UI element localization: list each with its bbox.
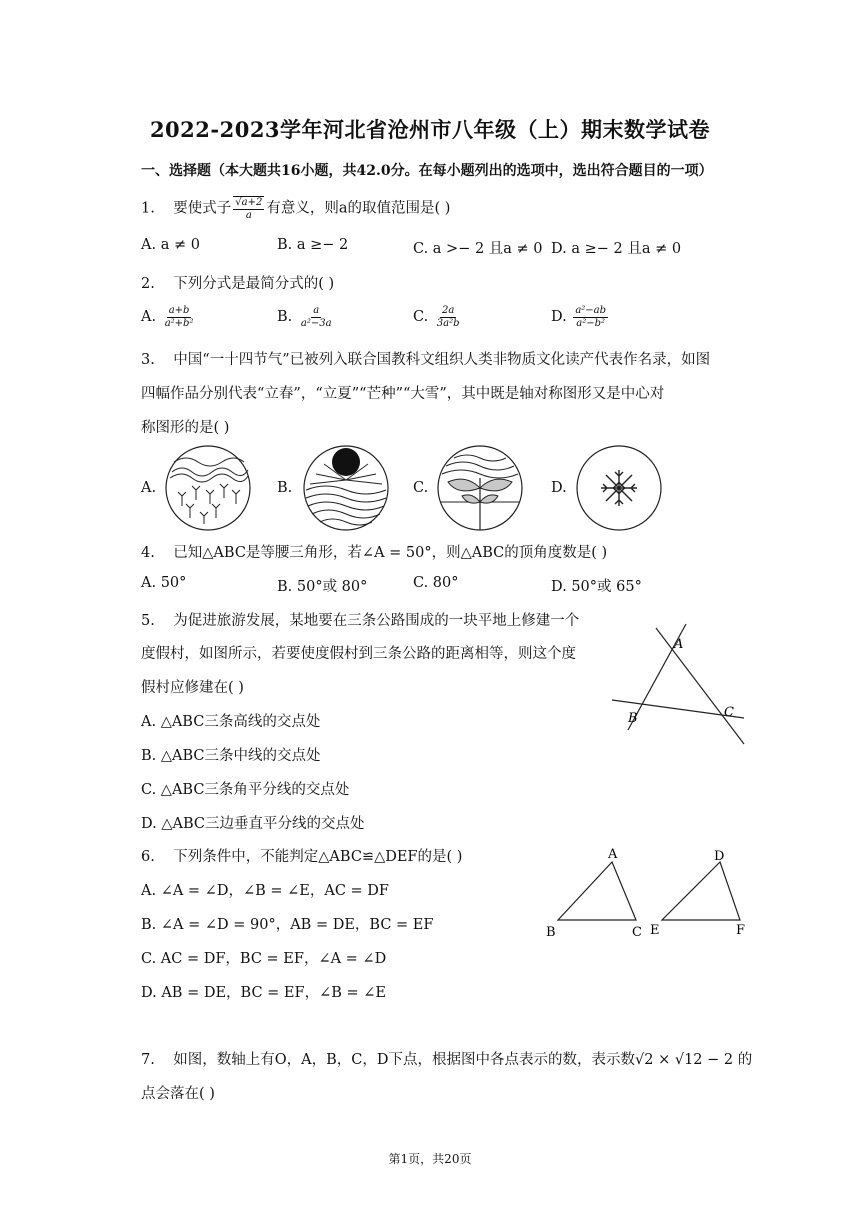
triangles-figure (540, 842, 760, 942)
option-a: A. 50° (141, 575, 187, 591)
vertex-f-label: F (736, 923, 746, 938)
option-a: A. a ≠ 0 (141, 237, 200, 253)
question-text: 中国“一十四节气”已被列入联合国教科文组织人类非物质文化读产代表作名录，如图 (173, 352, 711, 368)
vertex-c-label: C (632, 925, 642, 940)
option-b: B. △ABC三条中线的交点处 (141, 748, 321, 764)
option-d: D. $\frac{\text{a²−ab}}{\text{a²−b²}}$ (551, 305, 607, 329)
mangzhong-figure (436, 444, 524, 532)
question-4 (141, 541, 607, 562)
question-text: 假村应修建在( ) (141, 680, 244, 696)
question-5 (141, 609, 579, 630)
question-number: 3. (141, 352, 155, 368)
option-a: A. $\frac{a+b}{\text{a²+b²}}$ (141, 305, 194, 329)
section-heading: 一、选择题（本大题共16小题，共42.0分。在每小题列出的选项中，选出符合题目的一项） (141, 163, 713, 179)
option-d: D. △ABC三边垂直平分线的交点处 (141, 816, 365, 832)
lichun-figure (164, 444, 252, 532)
question-number: 2. (141, 276, 155, 292)
roads-figure (608, 620, 748, 750)
question-1 (141, 196, 450, 221)
option-c: C. △ABC三条角平分线的交点处 (141, 782, 350, 798)
fraction: $\frac{√a+2}{a}$ (235, 197, 263, 221)
question-text: 如图，数轴上有O，A，B，C，D下点，根据图中各点表示的数，表示数√2 × √12 − 2 的 (173, 1052, 753, 1068)
question-text: 要使式子 (173, 200, 232, 217)
vertex-e-label: E (650, 923, 660, 938)
question-text: 下列分式是最简分式的( ) (173, 276, 335, 292)
option-c: C. $\frac{2a}{\text{3a²b}}$ (413, 305, 460, 329)
question-text: 已知△ABC是等腰三角形，若∠A = 50°，则△ABC的顶角度数是( ) (173, 545, 608, 561)
option-d-label: D. (551, 480, 567, 496)
option-a-label: A. (141, 480, 157, 496)
question-number: 7. (141, 1052, 155, 1068)
page-title: 2022-2023学年河北省沧州市八年级（上）期末数学试卷 (149, 117, 711, 142)
question-number: 1. (141, 200, 155, 217)
option-d: D. 50°或 65° (551, 579, 642, 595)
option-b: B. ∠A = ∠D = 90°，AB = DE，BC = EF (141, 917, 434, 933)
daxue-figure (575, 444, 663, 532)
question-number: 6. (141, 849, 155, 865)
option-b-label: B. (277, 480, 293, 496)
fraction: $\frac{\text{a²−ab}}{\text{a²−b²}}$ (575, 305, 607, 329)
vertex-d-label: D (714, 849, 725, 864)
option-a: A. ∠A = ∠D，∠B = ∠E，AC = DF (141, 883, 389, 899)
question-2 (141, 272, 334, 293)
option-c-label: C. (413, 480, 429, 496)
question-number: 5. (141, 613, 155, 629)
question-text: 为促进旅游发展，某地要在三条公路围成的一块平地上修建一个 (173, 613, 580, 629)
page-footer: 第1页，共20页 (388, 1152, 472, 1166)
question-text: 四幅作品分别代表“立春”，“立夏”“芒种”“大雪”，其中既是轴对称图形又是中心对 (141, 386, 665, 402)
question-text: 下列条件中，不能判定△ABC≌△DEF的是( ) (173, 849, 463, 865)
question-text: 称图形的是( ) (141, 420, 230, 436)
fraction: $\frac{a+b}{\text{a²+b²}}$ (164, 305, 194, 329)
option-b: B. a ≥− 2 (277, 237, 349, 253)
option-d: D. AB = DE，BC = EF，∠B = ∠E (141, 985, 386, 1001)
option-c: C. 80° (413, 575, 459, 591)
lixia-figure (302, 444, 390, 532)
question-text: 点会落在( ) (141, 1086, 215, 1102)
option-a: A. △ABC三条高线的交点处 (141, 714, 321, 730)
option-d: D. a ≥− 2 且a ≠ 0 (551, 241, 682, 257)
fraction: $\frac{2a}{\text{3a²b}}$ (436, 305, 460, 329)
fraction: $\frac{a}{\text{a²−3a}}$ (300, 305, 332, 329)
question-3 (141, 348, 710, 369)
option-b: B. $\frac{a}{\text{a²−3a}}$ (277, 305, 332, 329)
vertex-b-label: B (546, 925, 556, 940)
question-7 (141, 1048, 752, 1069)
question-text: 有意义，则a的取值范围是( ) (266, 200, 451, 217)
option-b: B. 50°或 80° (277, 579, 368, 595)
option-c: C. a >− 2 且a ≠ 0 (413, 241, 543, 257)
option-c: C. AC = DF，BC = EF，∠A = ∠D (141, 951, 387, 967)
question-6 (141, 845, 462, 866)
vertex-a-label: A (608, 847, 618, 862)
point-b-label: B (628, 711, 638, 726)
point-c-label: C (724, 705, 734, 720)
question-text: 度假村，如图所示，若要使度假村到三条公路的距离相等，则这个度 (141, 646, 576, 662)
question-number: 4. (141, 545, 155, 561)
point-a-label: A (674, 637, 684, 652)
